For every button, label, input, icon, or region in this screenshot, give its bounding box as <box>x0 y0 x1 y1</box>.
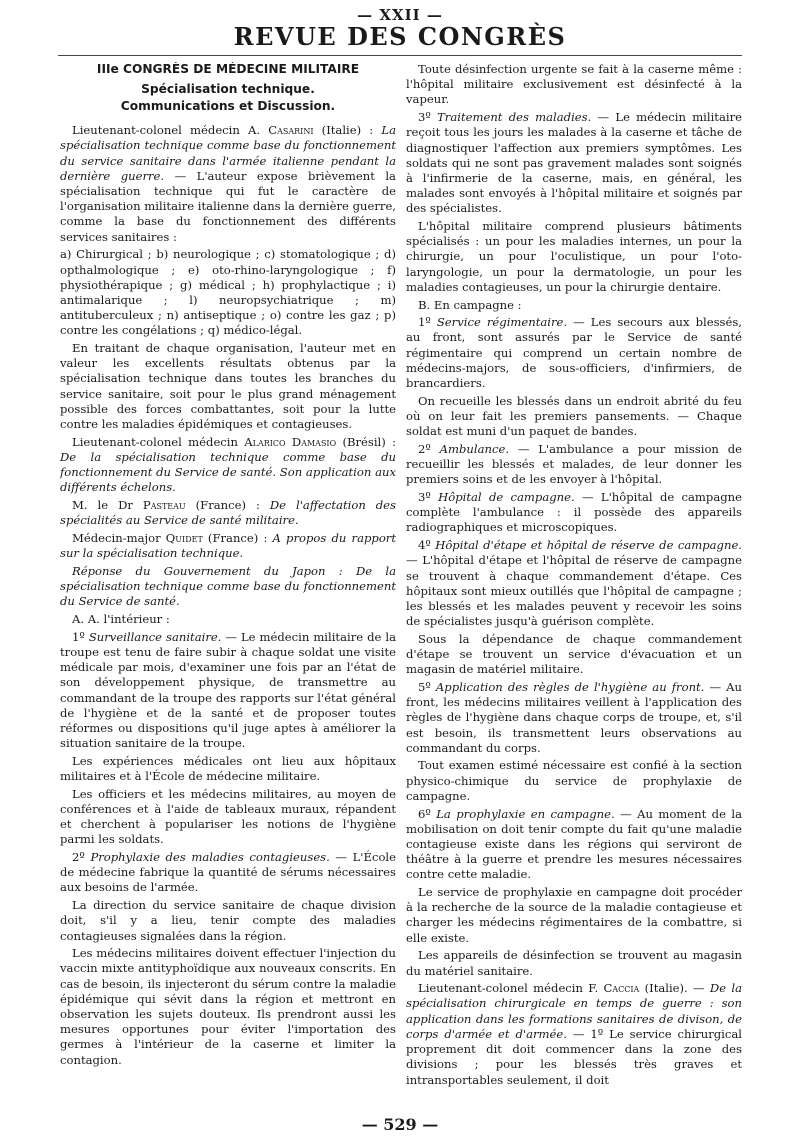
text: 2º <box>418 441 440 456</box>
text: 1º <box>72 629 89 644</box>
author-name: Pasteau <box>142 498 186 513</box>
page-number: — 529 — <box>361 1115 439 1134</box>
subsection-title: La prophylaxie en campagne. <box>436 806 615 821</box>
text: — 1º Le service chirurgical proprement dit doit commencer dans la zone des divisions ; pour les blessés très graves et intransportables seulement, il doit <box>406 1026 742 1087</box>
communication-title: De la spécialisation chirurgicale en temps de guerre : son application dans les formations sanitaires de divison, de corps d'armée et d'armée. <box>406 981 742 1041</box>
text: 5º <box>418 679 436 694</box>
specialty-list: a) Chirurgical ; b) neurologique ; c) stomatologique ; d) opthalmologique ; e) oto-rhino-laryngologique ; f) physiothérapique ; g) médical ; h) prophylactique ; i) antimalarique ; l) neuropsychiatrique ; m) antituberculeux ; n) antiseptique ; o) contre les gaz ; p) contre les congélations ; q) médico-légal. <box>60 247 396 338</box>
header-rule <box>58 55 742 56</box>
paragraph <box>60 435 396 496</box>
text: — L'ambulance a pour mission de recueillir les blessés et malades, de leur donner les premiers soins et de les envoyer à l'hôpital. <box>406 441 742 487</box>
author-name: Casarini <box>268 123 314 138</box>
text: 2º <box>72 850 91 865</box>
paragraph <box>60 630 396 752</box>
paragraph: Toute désinfection urgente se fait à la caserne même : l'hôpital militaire exclusivement est désinfecté à la vapeur. <box>406 62 742 107</box>
running-title: REVUE DES CONGRÈS <box>233 22 567 51</box>
text: 3º <box>418 489 439 504</box>
paragraph: La direction du service sanitaire de chaque division doit, s'il y a lieu, tenir compte des maladies contagieuses signalées dans la région. <box>60 898 396 943</box>
paragraph: Les médecins militaires doivent effectuer l'injection du vaccin mixte antityphoïdique aux nouveaux conscrits. En cas de besoin, ils injecteront du sérum contre la maladie épidémique qui sévit dans la région et mettront en observation les sujets douteux. Ils prendront aussi les mesures opportunes pour éviter l'importation des germes à l'intérieur de la caserne et limiter la contagion. <box>60 946 396 1067</box>
text: M. le Dr <box>72 498 143 513</box>
text: (Italie) : <box>313 123 382 138</box>
paragraph <box>60 498 396 528</box>
right-column <box>406 62 742 1102</box>
communication-title: La spécialisation technique comme base du fonctionnement du service sanitaire dans l'armée italienne pendant la dernière guerre. <box>60 123 396 183</box>
text: Lieutenant-colonel médecin <box>72 434 245 449</box>
text: Médecin-major <box>72 530 166 545</box>
paragraph <box>60 123 396 245</box>
paragraph: En traitant de chaque organisation, l'auteur met en valeur les excellents résultats obtenus par la spécialisation technique dans toutes les branches du service sanitaire, soit pour le plus grand ménagement possible des forces combattantes, soit pour la lutte contre les maladies épidémiques et contagieuses. <box>60 341 396 432</box>
text: — Le médecin militaire reçoit tous les jours les malades à la caserne et tâche de diagnostiquer l'affection aux premiers symptômes. Les soldats qui ne sont pas gravement malades sont soignés à l'infirmerie de la caserne, mais, en général, les malades sont envoyés à l'hôpital militaire et soignés par des spécialistes. <box>406 110 742 216</box>
text: 6º <box>418 806 437 821</box>
text: — Le médecin militaire de la troupe est tenu de faire subir à chaque soldat une visite médicale par mois, d'examiner une fois par an l'état de son développement physique, de transmettre au commandant de la troupe des rapports sur l'état général de l'hygiène et de la santé et de proposer toutes réformes ou dispositions qu'il juge aptes à améliorer la situation sanitaire de la troupe. <box>60 629 396 751</box>
text: — Au moment de la mobilisation on doit tenir compte du fait qu'une maladie contagieuse existe dans les régions qui serviront de théâtre à la guerre et prendre les mesures nécessaires contre cette maladie. <box>406 806 742 882</box>
author-name: Quidet <box>165 530 203 545</box>
paragraph <box>60 564 396 610</box>
paragraph: Sous la dépendance de chaque commandement d'étape se trouvent un service d'évacuation et un magasin de matériel militaire. <box>406 631 742 677</box>
congress-heading: IIIe CONGRÈS DE MÉDECINE MILITAIRE <box>96 62 360 76</box>
section-subhead: Communications et Discussion. <box>120 99 336 114</box>
paragraph <box>60 850 396 896</box>
section-subhead: Spécialisation technique. <box>141 82 315 97</box>
text: (Brésil) : <box>336 434 396 449</box>
subsection-title: Hôpital de campagne. <box>438 489 575 504</box>
paragraph <box>406 110 742 216</box>
text: — L'hôpital de campagne complète l'ambulance : il possède des appareils radiographiques et microscopiques. <box>406 489 742 535</box>
paragraph <box>406 315 742 391</box>
paragraph <box>406 807 742 883</box>
text: Lieutenant-colonel médecin A. <box>72 123 269 138</box>
text: (France) : <box>185 498 270 513</box>
subsection-title: Ambulance. <box>439 441 510 456</box>
paragraph <box>406 538 742 629</box>
roman-page-header: — XXII — <box>357 6 443 24</box>
paragraph: A. A. l'intérieur : <box>72 612 170 626</box>
author-name: Caccia <box>603 981 640 996</box>
text: 3º <box>418 110 438 125</box>
communication-title: Réponse du Gouvernement du Japon : De la spécialisation technique comme base du fonctionnement du Service de santé. <box>60 563 396 609</box>
subsection-title: Prophylaxie des maladies contagieuses. <box>90 850 330 865</box>
paragraph: Les expériences médicales ont lieu aux hôpitaux militaires et à l'École de médecine militaire. <box>60 753 396 784</box>
paragraph: L'hôpital militaire comprend plusieurs bâtiments spécialisés : un pour les maladies internes, un pour la chirurgie, un pour l'oculistique, un pour l'oto-laryngologie, un pour la dermatologie, un pour les maladies contagieuses, un pour la chirurgie dentaire. <box>406 219 742 294</box>
text: Lieutenant-colonel médecin F. <box>418 981 604 996</box>
author-name: Alarico Damasio <box>244 434 337 449</box>
paragraph <box>406 680 742 756</box>
text: — L'École de médecine fabrique la quantité de sérums nécessaires aux besoins de l'armée. <box>60 850 396 895</box>
subsection-title: Traitement des maladies. <box>437 110 592 125</box>
subsection-title: Surveillance sanitaire. <box>88 629 222 644</box>
text: (Italie). — <box>639 981 710 996</box>
paragraph <box>406 442 742 488</box>
subsection-title: Application des règles de l'hygiène au front. <box>435 679 705 694</box>
paragraph: Les officiers et les médecins militaires, au moyen de conférences et à l'aide de tableaux muraux, répandent et cherchent à populariser les notions de l'hygiène parmi les soldats. <box>60 786 396 847</box>
subsection-title: Hôpital d'étape et hôpital de réserve de campagne. <box>435 538 742 553</box>
paragraph <box>406 981 742 1087</box>
paragraph: Les appareils de désinfection se trouvent au magasin du matériel sanitaire. <box>406 948 742 978</box>
paragraph: On recueille les blessés dans un endroit abrité du feu où on leur fait les premiers pansements. — Chaque soldat est muni d'un paquet de bandes. <box>406 393 742 439</box>
text: (France) : <box>202 530 273 545</box>
text: — L'auteur expose brièvement la spécialisation technique qui fut le caractère de l'organisation militaire italienne dans la dernière guerre, comme la base du fonctionnement des différents services sanitaires : <box>60 168 396 244</box>
text: — Les secours aux blessés, au front, sont assurés par le Service de santé régimentaire qui comprend un certain nombre de médecins-majors, de sous-officiers, d'infirmiers, de brancardiers. <box>406 315 742 391</box>
text: 4º <box>418 538 436 553</box>
text: — L'hôpital d'étape et l'hôpital de réserve de campagne se trouvent à chaque commandement d'étape. Ces hôpitaux sont mieux outillés que l'hôpital de campagne ; les blessés et les malades peuvent y recevoir les soins de spécialistes jusqu'à guérison complète. <box>406 553 742 629</box>
left-column <box>60 62 396 1102</box>
paragraph <box>406 490 742 536</box>
communication-title: De l'affectation des spécialités au Service de santé militaire. <box>60 498 396 528</box>
text: 1º <box>418 315 437 330</box>
subsection-title: Service régimentaire. <box>436 315 568 330</box>
paragraph: Tout examen estimé nécessaire est confié à la section physico-chimique du service de prophylaxie de campagne. <box>406 758 742 803</box>
paragraph: Le service de prophylaxie en campagne doit procéder à la recherche de la source de la maladie contagieuse et charger les médecins régimentaires de la combattre, si elle existe. <box>406 885 742 945</box>
paragraph <box>60 531 396 561</box>
communication-title: A propos du rapport sur la spécialisation technique. <box>60 530 396 561</box>
paragraph: B. En campagne : <box>418 297 522 312</box>
text: — Au front, les médecins militaires veillent à l'application des règles de l'hygiène dans chaque corps de troupe, et, s'il est besoin, ils transmettent leurs observations au commandant du corps. <box>406 679 742 755</box>
communication-title: De la spécialisation technique comme base du fonctionnement du Service de santé. Son application aux différents échelons. <box>60 449 396 495</box>
